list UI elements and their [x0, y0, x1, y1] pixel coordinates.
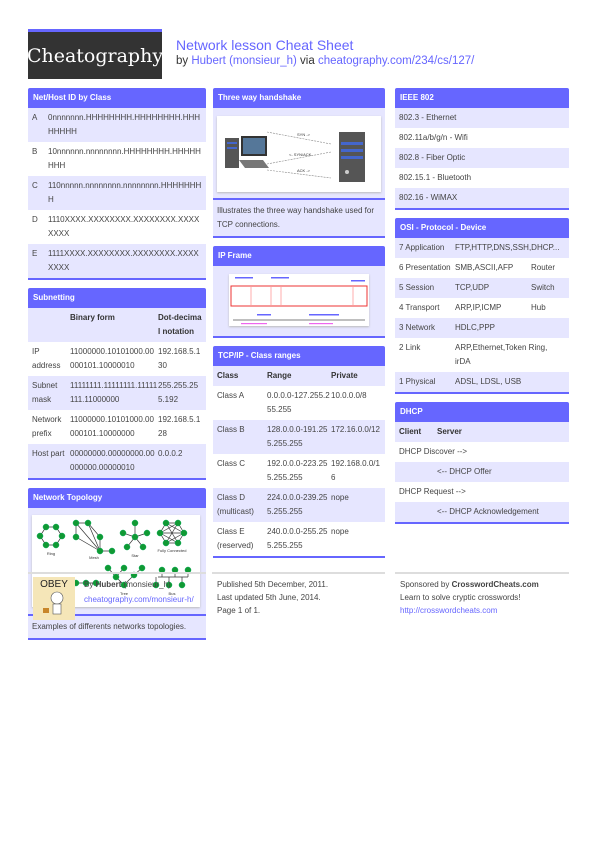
table-header-row [213, 366, 385, 386]
section-title: DHCP [395, 402, 569, 422]
author-link[interactable]: Hubert (monsieur_h) [191, 55, 297, 67]
svg-text:Fully Connected: Fully Connected [157, 548, 187, 553]
table-row [28, 410, 206, 444]
svg-text:Ring: Ring [46, 551, 56, 556]
osi-protocols: TCP,UDP [455, 283, 490, 292]
topology-caption: Examples of differents networks topologies. [28, 614, 206, 638]
avatar-text: OBEY [40, 579, 68, 590]
section-title: TCP/IP - Class ranges [213, 346, 385, 366]
binary-value: 11000000.10101000.00000101.10000000 [70, 415, 154, 438]
osi-protocols: HDLC,PPP [455, 323, 496, 332]
footer-sponsor [400, 578, 539, 617]
sponsor-name: CrosswordCheats.com [451, 580, 539, 589]
osi-device: Router [531, 263, 556, 272]
section-osi [395, 218, 569, 394]
title-block [176, 37, 474, 67]
svg-text:<- SYN/ACK: <- SYN/ACK [289, 152, 312, 157]
svg-text:SYN ->: SYN -> [297, 132, 311, 137]
row-label: IP address [32, 347, 61, 370]
table-row [395, 482, 569, 502]
osi-layer: 3 Network [399, 323, 436, 332]
published-date: Published 5th December, 2011. [217, 580, 329, 589]
header-cell: Class [217, 371, 239, 380]
binary-value: 11000000.10101000.00000101.10000010 [70, 347, 154, 370]
sponsored-label: Sponsored by [400, 580, 450, 589]
row-label: Host part [32, 449, 65, 458]
class-key: E [32, 249, 38, 258]
footer-divider [212, 572, 385, 574]
sponsor-text: Learn to solve cryptic crosswords! [400, 593, 521, 602]
binary-value: 11111111.11111111.11111111.11000000 [70, 381, 158, 404]
table-row [395, 372, 569, 392]
svg-text:Star: Star [131, 553, 139, 558]
table-row [213, 454, 385, 488]
table-row [213, 488, 385, 522]
table-row [395, 258, 569, 278]
table-row [395, 502, 569, 522]
table-row [28, 142, 206, 176]
osi-protocols: ARP,Ethernet,Token Ring, irDA [455, 343, 548, 366]
class-key: C [32, 181, 38, 190]
updated-date: Last updated 5th June, 2014. [217, 593, 321, 602]
svg-text:ACK ->: ACK -> [297, 168, 311, 173]
header-cell: Private [331, 371, 358, 380]
class-value: 10nnnnnn.nnnnnnnn.HHHHHHHH.HHHHHHHH [48, 147, 201, 170]
osi-layer: 6 Presentation [399, 263, 451, 272]
via-label: via [300, 55, 315, 67]
svg-text:Mesh: Mesh [89, 555, 99, 560]
osi-layer: 2 Link [399, 343, 421, 352]
header-cell: Server [437, 427, 462, 436]
item-text: 802.15.1 - Bluetooth [399, 173, 472, 182]
footer-publish-info [217, 578, 328, 617]
class-range: 0.0.0.0-127.255.255.255 [267, 391, 330, 414]
table-row [28, 244, 206, 278]
table-row [28, 210, 206, 244]
handshake-image-box [213, 108, 385, 198]
class-value: 1110XXXX.XXXXXXXX.XXXXXXXX.XXXXXXXX [48, 215, 200, 238]
section-title: OSI - Protocol - Device [395, 218, 569, 238]
header-cell: Binary form [70, 313, 115, 322]
ip-frame-diagram-icon [229, 274, 369, 326]
section-ieee [395, 88, 569, 210]
table-row [213, 386, 385, 420]
column-3 [395, 88, 569, 532]
class-name: Class E (reserved) [217, 527, 254, 550]
table-row [395, 238, 569, 258]
section-class-ranges [213, 346, 385, 558]
page-title: Network lesson Cheat Sheet [176, 37, 354, 53]
footer-author [84, 578, 194, 606]
header-cell: Range [267, 371, 292, 380]
class-key: B [32, 147, 38, 156]
binary-value: 00000000.00000000.00000000.00000010 [70, 449, 155, 472]
section-title: Network Topology [28, 488, 206, 508]
item-text: 802.3 - Ethernet [399, 113, 457, 122]
osi-protocols: SMB,ASCII,AFP [455, 263, 514, 272]
list-item [395, 108, 569, 128]
table-row [213, 420, 385, 454]
list-item [395, 128, 569, 148]
class-value: 1111XXXX.XXXXXXXX.XXXXXXXX.XXXXXXXX [48, 249, 199, 272]
class-range: 192.0.0.0-223.255.255.255 [267, 459, 328, 482]
by-label: by [176, 55, 189, 67]
list-item [395, 188, 569, 208]
dhcp-message: DHCP Discover --> [399, 447, 468, 456]
svg-text:Bus: Bus [168, 591, 176, 596]
table-row [28, 376, 206, 410]
section-title: IEEE 802 [395, 88, 569, 108]
osi-layer: 1 Physical [399, 377, 436, 386]
avatar [33, 577, 75, 620]
author-handle: (monsieur_h) [123, 580, 171, 589]
row-label: Subnet mask [32, 381, 58, 404]
section-dhcp [395, 402, 569, 524]
table-row [395, 442, 569, 462]
decimal-value: 192.168.5.128 [158, 415, 201, 438]
osi-protocols: FTP,HTTP,DNS,SSH,DHCP... [455, 243, 560, 252]
table-row [28, 342, 206, 376]
class-range: 224.0.0.0-239.255.255.255 [267, 493, 328, 516]
header-cell: Client [399, 427, 422, 436]
table-row [395, 298, 569, 318]
item-text: 802.8 - Fiber Optic [399, 153, 466, 162]
class-key: D [32, 215, 38, 224]
class-name: Class D (multicast) [217, 493, 254, 516]
osi-device: Hub [531, 303, 546, 312]
section-title: Three way handshake [213, 88, 385, 108]
class-private: 10.0.0.0/8 [331, 391, 367, 400]
class-private: nope [331, 493, 349, 502]
dhcp-message: <-- DHCP Acknowledgement [437, 507, 539, 516]
table-header-row [28, 308, 206, 342]
section-ip-frame [213, 246, 385, 338]
class-name: Class A [217, 391, 245, 400]
dhcp-message: <-- DHCP Offer [437, 467, 492, 476]
author-url-link[interactable]: cheatography.com/monsieur-h/ [84, 595, 194, 604]
class-range: 128.0.0.0-191.255.255.255 [267, 425, 328, 448]
footer-divider [28, 572, 206, 574]
ip-frame-image-box [213, 266, 385, 336]
row-label: Network prefix [32, 415, 62, 438]
class-key: A [32, 113, 38, 122]
sheet-url-link[interactable]: cheatography.com/234/cs/127/ [317, 55, 475, 67]
osi-layer: 7 Application [399, 243, 445, 252]
class-private: 192.168.0.0/16 [331, 459, 380, 482]
table-row [28, 108, 206, 142]
section-title: Net/Host ID by Class [28, 88, 206, 108]
avatar-figure-icon [33, 590, 75, 618]
table-row [395, 462, 569, 482]
class-private: nope [331, 527, 349, 536]
table-row [213, 522, 385, 556]
list-item [395, 168, 569, 188]
class-name: Class C [217, 459, 246, 468]
table-row [28, 444, 206, 478]
sponsor-url-link[interactable]: http://crosswordcheats.com [400, 606, 498, 615]
header-cell [32, 311, 70, 339]
item-text: 802.11a/b/g/n - Wifi [399, 133, 468, 142]
osi-protocols: ADSL, LDSL, USB [455, 377, 522, 386]
osi-layer: 4 Transport [399, 303, 440, 312]
section-subnetting [28, 288, 206, 480]
class-name: Class B [217, 425, 245, 434]
handshake-diagram-icon [217, 116, 381, 192]
item-text: 802.16 - WiMAX [399, 193, 458, 202]
class-value: 110nnnnn.nnnnnnnn.nnnnnnnn.HHHHHHHH [48, 181, 202, 204]
section-title: IP Frame [213, 246, 385, 266]
table-row [395, 318, 569, 338]
section-title: Subnetting [28, 288, 206, 308]
column-1 [28, 88, 206, 648]
table-row [28, 176, 206, 210]
class-range: 240.0.0.0-255.255.255.255 [267, 527, 328, 550]
byline [176, 55, 474, 67]
table-row [395, 338, 569, 372]
footer-divider [395, 572, 569, 574]
table-row [395, 278, 569, 298]
by-label: By [84, 580, 94, 589]
author-name: Hubert [95, 580, 122, 589]
column-2 [213, 88, 385, 566]
class-value: 0nnnnnnn.HHHHHHHH.HHHHHHHH.HHHHHHHH [48, 113, 201, 136]
class-private: 172.16.0.0/12 [331, 425, 380, 434]
cheatography-logo[interactable]: Cheatography [28, 29, 162, 79]
osi-layer: 5 Session [399, 283, 435, 292]
decimal-value: 192.168.5.130 [158, 347, 201, 370]
decimal-value: 255.255.255.192 [158, 381, 199, 404]
header-cell: Dot-decimal notation [158, 313, 202, 336]
svg-text:Tree: Tree [119, 591, 129, 596]
table-header-row [395, 422, 569, 442]
section-net-host [28, 88, 206, 280]
section-handshake [213, 88, 385, 238]
osi-device: Switch [531, 283, 555, 292]
decimal-value: 0.0.0.2 [158, 449, 183, 458]
handshake-caption: Illustrates the three way handshake used for TCP connections. [213, 198, 385, 236]
page-count: Page 1 of 1. [217, 606, 261, 615]
list-item [395, 148, 569, 168]
osi-protocols: ARP,IP,ICMP [455, 303, 502, 312]
dhcp-message: DHCP Request --> [399, 487, 466, 496]
